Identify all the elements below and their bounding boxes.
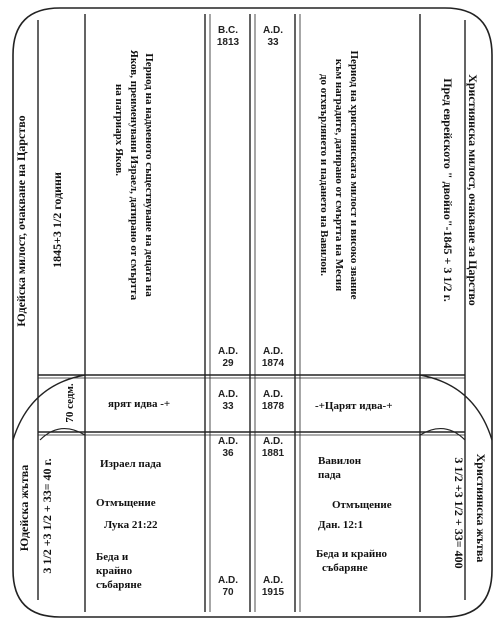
luke-reference: Лука 21:22 <box>104 519 158 531</box>
right-date-3-era: A.D. <box>263 389 283 400</box>
left-date-5-era: A.D. <box>218 575 238 586</box>
right-date-5-year: 1915 <box>261 587 285 598</box>
left-date-4-year: 36 <box>222 448 234 459</box>
left-king-comes: ярят идва -+ <box>108 398 171 410</box>
left-period-line1: Период на надменото съществуване на децата на <box>143 53 155 297</box>
right-date-2-year: 1874 <box>261 358 285 369</box>
left-trouble-3: събаряне <box>96 579 142 591</box>
babylon-falls-2: пада <box>318 469 341 481</box>
left-date-5-year: 70 <box>222 587 234 598</box>
left-vengeance: Отмъщение <box>96 497 156 509</box>
right-outer-title: Християнска милост, очакване за Царство <box>466 74 480 306</box>
right-outer-subtitle: Пред еврейското " двойно"-1845 + 3 1/2 г. <box>441 78 455 302</box>
left-trouble-1: Беда и <box>96 551 129 563</box>
left-date-4-era: A.D. <box>218 436 238 447</box>
left-date-2-era: A.D. <box>218 346 238 357</box>
right-period-line2: към наградите, датирано от смъртта на Месия <box>333 58 345 292</box>
left-date-3-era: A.D. <box>218 389 238 400</box>
right-date-3-year: 1878 <box>261 401 285 412</box>
left-trouble-2: крайно <box>96 565 133 577</box>
right-vengeance: Отмъщение <box>332 499 392 511</box>
right-period-line3: до отхвърлянето и падането на Вавилон. <box>318 73 330 277</box>
right-trouble-1: Беда и крайно <box>316 548 388 560</box>
left-harvest-title: Юдейска жътва <box>17 464 31 552</box>
right-harvest-title: Християнска жътва <box>474 453 488 563</box>
left-period-line2: Яков, преименувани Израел, датирано от смъртта <box>128 49 140 301</box>
right-date-2-era: A.D. <box>263 346 283 357</box>
right-period-line1: Период на християнската милост и високо звание <box>348 50 360 300</box>
left-date-2-year: 29 <box>222 358 234 369</box>
babylon-falls-1: Вавилон <box>318 455 362 467</box>
left-harvest-formula: 3 1/2 +3 1/2 + 33= 40 г. <box>40 458 54 574</box>
right-trouble-2: събаряне <box>322 562 368 574</box>
right-harvest-formula: 3 1/2 +3 1/2 + 33= 400 <box>452 457 466 569</box>
right-date-1-year: 33 <box>267 37 279 48</box>
right-date-4-era: A.D. <box>263 436 283 447</box>
left-period-line3: на патриарх Яков. <box>113 83 125 177</box>
right-king-comes: -+Царят идва-+ <box>315 400 393 412</box>
left-outer-title: Юдейска милост, очакване на Царство <box>14 115 28 327</box>
israel-falls: Израел пада <box>100 458 162 470</box>
left-date-1-era: B.C. <box>218 25 238 36</box>
right-date-4-year: 1881 <box>261 448 285 459</box>
daniel-reference: Дан. 12:1 <box>318 519 364 531</box>
left-date-3-year: 33 <box>222 401 234 412</box>
left-date-1-year: 1813 <box>216 37 240 48</box>
left-outer-subtitle: 1845+3 1/2 години <box>50 172 64 268</box>
seventy-weeks-label: 70 седм. <box>64 383 76 423</box>
right-date-5-era: A.D. <box>263 575 283 586</box>
right-date-1-era: A.D. <box>263 25 283 36</box>
